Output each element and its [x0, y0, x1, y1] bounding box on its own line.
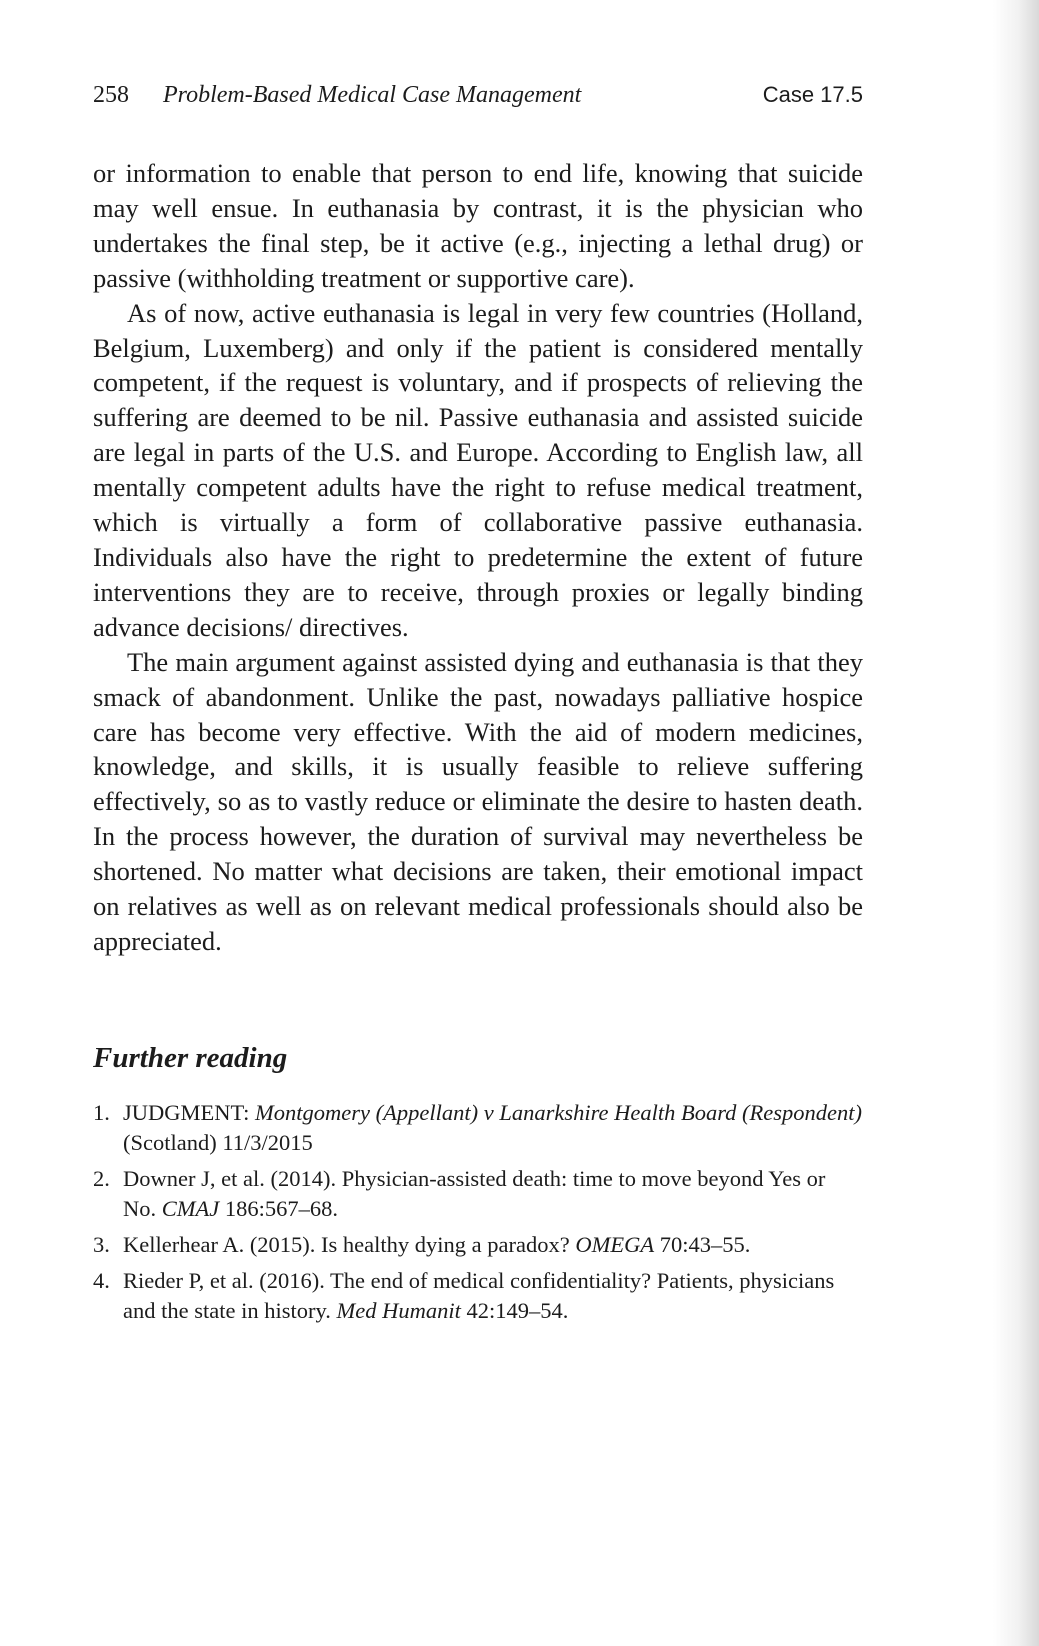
reference-source: 186:567–68. — [219, 1196, 338, 1221]
paragraph-2: As of now, active euthanasia is legal in very few countries (Holland, Belgium, Luxemberg) and only if the patient is considered mentally competent, if the request is voluntary, and if prospects of relieving the suffering are deemed to be nil. Passive euthanasia and assisted suicide are legal in parts of the U.S. and Europe. According to English law, all mentally competent adults have the right to refuse medical treatment, which is virtually a form of collaborative passive euthanasia. Individuals also have the right to predetermine the extent of future interventions they are to receive, through proxies or legally binding advance decisions/ directives. — [93, 297, 863, 642]
body-text — [93, 156, 863, 959]
page-number: 258 — [93, 82, 129, 108]
reference-number: 2. — [93, 1166, 110, 1191]
reference-source: 70:43–55. — [654, 1232, 751, 1257]
reference-source: (Scotland) 11/3/2015 — [123, 1130, 313, 1155]
case-label: Case 17.5 — [762, 82, 863, 107]
reference-text: JUDGMENT: — [123, 1100, 256, 1125]
reference-journal: CMAJ — [161, 1196, 220, 1221]
reference-list — [93, 1098, 863, 1332]
reference-number: 1. — [93, 1100, 110, 1125]
reference-journal: OMEGA — [575, 1232, 655, 1257]
book-title: Problem-Based Medical Case Management — [163, 82, 582, 108]
reference-journal: Med Humanit — [336, 1298, 461, 1323]
reference-source: 42:149–54. — [460, 1298, 569, 1323]
reference-text: Rieder P, et al. (2016). The end of medical confidentiality? Patients, physicians and the state in history. — [123, 1268, 835, 1323]
scan-edge-shadow — [993, 0, 1039, 1646]
reference-item — [93, 1266, 863, 1326]
further-reading-heading: Further reading — [93, 1042, 288, 1074]
paragraph-1: or information to enable that person to end life, knowing that suicide may well ensue. In euthanasia by contrast, it is the physician who undertakes the final step, be it active (e.g., injecting a lethal drug) or passive (withholding treatment or supportive care). — [93, 158, 863, 293]
reference-text: Downer J, et al. (2014). Physician-assisted death: time to move beyond Yes or No. — [123, 1166, 826, 1221]
reference-item — [93, 1164, 863, 1224]
reference-number: 3. — [93, 1232, 110, 1257]
paragraph-3: The main argument against assisted dying and euthanasia is that they smack of abandonment. Unlike the past, nowadays palliative hospice care has become very effective. With the aid of modern medicines, knowledge, and skills, it is usually feasible to relieve suffering effectively, so as to vastly reduce or eliminate the desire to hasten death. In the process however, the duration of survival may nevertheless be shortened. No matter what decisions are taken, their emotional impact on relatives as well as on relevant medical professionals should also be appreciated. — [93, 646, 863, 956]
reference-title: Montgomery (Appellant) v Lanarkshire Health Board (Respondent) — [255, 1100, 862, 1125]
reference-item — [93, 1098, 863, 1158]
reference-text: Kellerhear A. (2015). Is healthy dying a paradox? — [123, 1232, 576, 1257]
reference-item — [93, 1230, 863, 1260]
reference-number: 4. — [93, 1268, 110, 1293]
